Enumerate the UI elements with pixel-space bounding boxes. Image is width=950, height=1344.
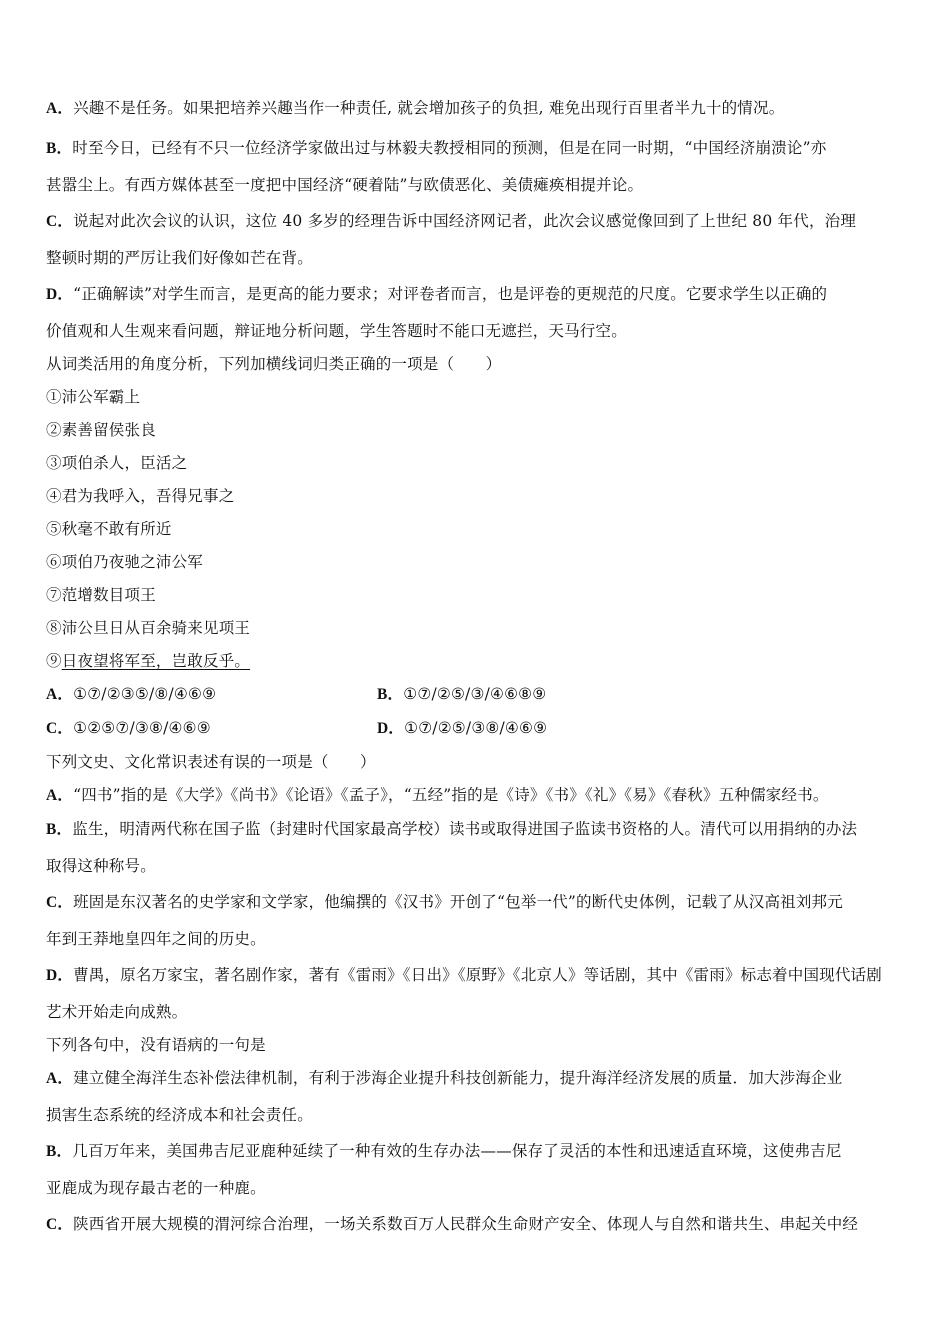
q4-option-a-cont: 损害生态系统的经济成本和社会责任。 [46,1106,313,1124]
item-number: ① [46,388,62,406]
q3-option-b-cont: 取得这种称号。 [46,857,156,875]
q3-option-b [46,817,908,842]
q1-option-a [46,96,908,121]
item-number: ② [46,421,62,439]
q1-option-b-cont: 甚嚣尘上。有西方媒体甚至一度把中国经济“硬着陆”与欧债恶化、美债瘫痪相提并论。 [46,176,644,194]
option-text: 班固是东汉著名的史学家和文学家，他编撰的《汉书》开创了“包举一代”的断代史体例，记载了从汉高祖刘邦元 [73,893,843,911]
item-text: 沛公军霸上 [61,388,141,406]
option-text: “正确解读”对学生而言，是更高的能力要求；对评卷者而言，也是评卷的更规范的尺度。它要求学生以正确的 [73,285,828,303]
q1-option-d-cont: 价值观和人生观来看问题，辩证地分析问题，学生答题时不能口无遮拦，天马行空。 [46,322,627,340]
option-text: “四书”指的是《大学》《尚书》《论语》《孟子》，“五经”指的是《诗》《书》《礼》《易》《春秋》五种儒家经书。 [73,786,829,804]
q1-option-c [46,209,908,234]
q2-options-row-1 [46,682,908,707]
option-letter: B． [377,686,404,703]
q2-item [46,451,908,475]
option-letter: A． [46,100,74,117]
item-text: 君为我呼入，吾得兄事之 [61,487,235,505]
option-text: 说起对此次会议的认识，这位 40 多岁的经理告诉中国经济网记者，此次会议感觉像回到了上世纪 80 年代，治理 [73,212,857,230]
q1-option-c-cont: 整顿时期的严厉让我们好像如芒在背。 [46,249,313,267]
item-number: ④ [46,487,62,505]
option-text: ①⑦/②③⑤/⑧/④⑥⑨ [73,685,217,703]
q2-item [46,583,908,607]
q2-item [46,649,908,673]
option-text: 建立健全海洋生态补偿法律机制，有利于涉海企业提升科技创新能力，提升海洋经济发展的质量．加大涉海企业 [73,1069,843,1087]
option-text: 监生，明清两代称在国子监（封建时代国家最高学校）读书或取得进国子监读书资格的人。清代可以用捐纳的办法 [72,820,858,838]
item-text: 项伯杀人，臣活之 [61,454,188,472]
q2-options-row-2 [46,716,908,741]
item-text: 项伯乃夜驰之沛公军 [61,553,204,571]
option-text: ①⑦/②⑤/③/④⑥⑧⑨ [403,685,547,703]
option-letter: D． [46,967,74,984]
option-letter: A． [46,1070,74,1087]
q1-option-b [46,136,908,161]
q2-item [46,418,908,442]
item-number: ⑧ [46,619,62,637]
item-text: 秋毫不敢有所近 [61,520,172,538]
q1-option-d [46,282,908,307]
option-letter: A． [46,686,74,703]
q3-option-a [46,783,908,808]
item-number: ⑥ [46,553,62,571]
q2-item [46,484,908,508]
option-letter: C． [46,720,74,737]
option-text: ①②⑤⑦/③⑧/④⑥⑨ [73,719,211,737]
q2-option-a [46,682,377,707]
q4-stem: 下列各句中，没有语病的一句是 [46,1036,266,1054]
option-letter: A． [46,787,74,804]
q2-stem: 从词类活用的角度分析，下列加横线词归类正确的一项是（ ） [46,355,502,373]
q3-option-d [46,963,908,988]
option-text: 时至今日，已经有不只一位经济学家做出过与林毅夫教授相同的预测，但是在同一时期，“中国经济崩溃论”亦 [72,139,827,157]
q4-option-b-cont: 亚鹿成为现存最古老的一种鹿。 [46,1179,266,1197]
item-number: ⑦ [46,586,62,604]
q3-option-c [46,890,908,915]
option-text: 几百万年来，美国弗吉尼亚鹿种延续了一种有效的生存办法——保存了灵活的本性和迅速适直环境，这使弗吉尼 [72,1142,842,1160]
option-letter: B． [46,140,73,157]
option-letter: D． [46,286,74,303]
item-text: 素善留侯张良 [61,421,156,439]
q4-option-a [46,1066,908,1091]
item-number: ③ [46,454,62,472]
q3-option-c-cont: 年到王莽地皇四年之间的历史。 [46,930,266,948]
option-text: 兴趣不是任务。如果把培养兴趣当作一种责任, 就会增加孩子的负担, 难免出现行百里者半九十的情况。 [73,99,785,117]
q4-option-b [46,1139,908,1164]
option-letter: C． [46,1216,74,1233]
document-page [46,96,908,1237]
item-text: 沛公旦日从百余骑来见项王 [61,619,251,637]
q4-option-c [46,1212,908,1237]
option-letter: B． [46,821,73,838]
q2-option-d [377,716,708,741]
option-letter: C． [46,894,74,911]
item-text: 范增数目项王 [61,586,156,604]
item-number: ⑨ [46,652,62,670]
q3-stem: 下列文史、文化常识表述有误的一项是（ ） [46,753,376,771]
option-letter: D． [377,720,405,737]
option-letter: B． [46,1143,73,1160]
option-text: ①⑦/②⑤/③⑧/④⑥⑨ [404,719,548,737]
q2-option-c [46,716,377,741]
q2-item [46,517,908,541]
q2-item [46,616,908,640]
q3-option-d-cont: 艺术开始走向成熟。 [46,1003,188,1021]
option-text: 陕西省开展大规模的渭河综合治理，一场关系数百万人民群众生命财产安全、体现人与自然和谐共生、串起关中经 [73,1215,859,1233]
q2-item [46,385,908,409]
option-letter: C． [46,213,74,230]
item-number: ⑤ [46,520,62,538]
q2-option-b [377,682,708,707]
q2-item [46,550,908,574]
item-text: 日夜望将军至，岂敢反乎。 [61,652,251,670]
option-text: 曹禺，原名万家宝，著名剧作家，著有《雷雨》《日出》《原野》《北京人》等话剧，其中《雷雨》标志着中国现代话剧 [73,966,882,984]
